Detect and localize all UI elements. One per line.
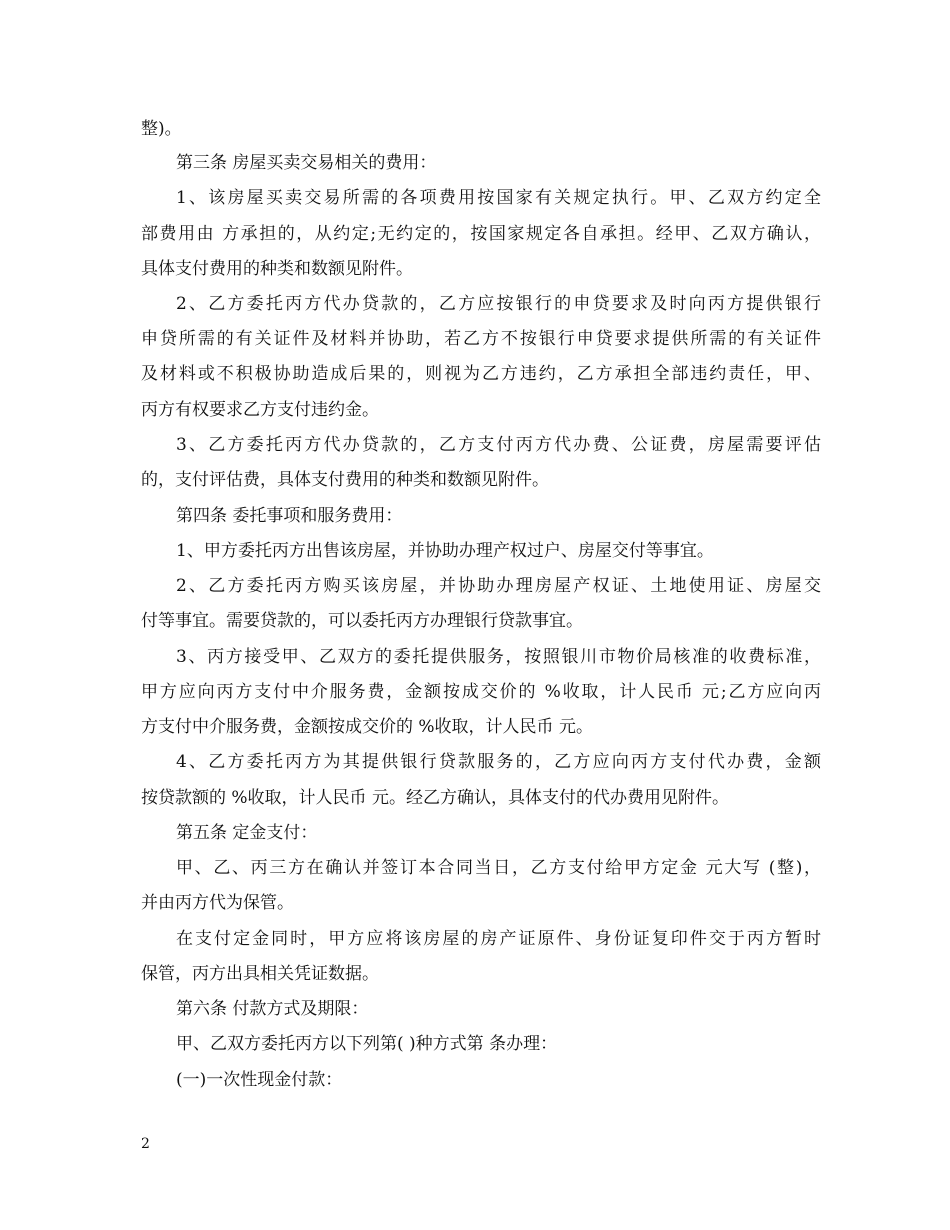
- text-line: 部费用由 方承担的，从约定;无约定的，按国家规定各自承担。经甲、乙双方确认，: [141, 224, 821, 244]
- text-line: 并由丙方代为保管。: [141, 893, 294, 913]
- text-line: 1、该房屋买卖交易所需的各项费用按国家有关规定执行。甲、乙双方约定全: [176, 188, 821, 208]
- text-line: 按贷款额的 %收取，计人民币 元。经乙方确认，具体支付的代办费用见附件。: [141, 788, 729, 808]
- text-line: 具体支付费用的种类和数额见附件。: [141, 259, 413, 279]
- text-line: 2、乙方委托丙方购买该房屋，并协助办理房屋产权证、土地使用证、房屋交: [176, 576, 821, 596]
- text-line: 方支付中介服务费，金额按成交价的 %收取，计人民币 元。: [141, 717, 593, 737]
- section-heading-4: 第四条 委托事项和服务费用：: [176, 506, 403, 526]
- text-line: 丙方有权要求乙方支付违约金。: [141, 400, 379, 420]
- text-line: 的，支付评估费，具体支付费用的种类和数额见附件。: [141, 470, 549, 490]
- text-line: 保管，丙方出具相关凭证数据。: [141, 964, 379, 984]
- text-line: 2、乙方委托丙方代办贷款的，乙方应按银行的申贷要求及时向丙方提供银行: [176, 294, 821, 314]
- text-line: 申贷所需的有关证件及材料并协助，若乙方不按银行申贷要求提供所需的有关证件: [141, 329, 821, 349]
- section-heading-3: 第三条 房屋买卖交易相关的费用：: [176, 153, 437, 173]
- text-line: 在支付定金同时，甲方应将该房屋的房产证原件、身份证复印件交于丙方暂时: [176, 929, 821, 949]
- text-line: 3、丙方接受甲、乙双方的委托提供服务，按照银川市物价局核准的收费标准，: [176, 647, 821, 667]
- section-heading-5: 第五条 定金支付：: [176, 823, 318, 843]
- text-line: 甲、乙、丙三方在确认并签订本合同当日，乙方支付给甲方定金 元大写 (整)，: [176, 858, 821, 878]
- text-line: 付等事宜。需要贷款的，可以委托丙方办理银行贷款事宜。: [141, 611, 583, 631]
- text-line: 及材料或不积极协助造成后果的，则视为乙方违约，乙方承担全部违约责任，甲、: [141, 364, 821, 384]
- text-line: 4、乙方委托丙方为其提供银行贷款服务的，乙方应向丙方支付代办费，金额: [176, 752, 821, 772]
- text-line: 1、甲方委托丙方出售该房屋，并协助办理产权过户、房屋交付等事宜。: [176, 541, 714, 561]
- text-line: 3、乙方委托丙方代办贷款的，乙方支付丙方代办费、公证费，房屋需要评估: [176, 435, 821, 455]
- text-line: 甲方应向丙方支付中介服务费，金额按成交价的 %收取，计人民币 元;乙方应向丙: [141, 682, 821, 702]
- page-number: 2: [141, 1136, 150, 1152]
- text-line: 甲、乙双方委托丙方以下列第( )种方式第 条办理：: [176, 1034, 558, 1054]
- text-line: 整)。: [141, 119, 182, 139]
- section-heading-6: 第六条 付款方式及期限：: [176, 999, 369, 1019]
- text-line: (一)一次性现金付款：: [176, 1070, 343, 1090]
